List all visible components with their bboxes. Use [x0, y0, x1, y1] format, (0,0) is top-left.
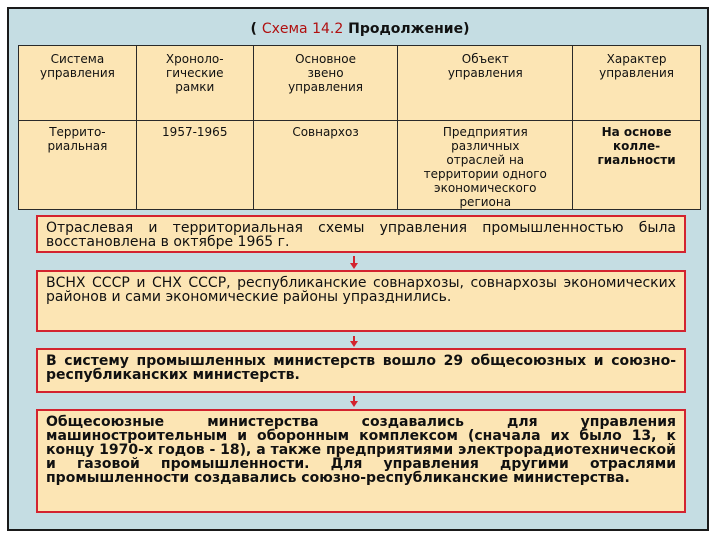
- cell-line: отраслей на: [446, 153, 525, 167]
- info-box-4: Общесоюзные министерства создавались для управления машиностроительным и оборонным комплексом (сначала их было 13, к концу 1970-х годов - 18), а также предприятиями электрорадиотехнической и газовой промышленности. Для управления другими отраслями промышленности создавались союзно-республиканские министерства.: [36, 409, 686, 513]
- table-cell: [253, 121, 398, 210]
- cell-line: региона: [459, 195, 512, 209]
- slide-title: [0, 21, 720, 37]
- title-open-paren: (: [250, 21, 257, 37]
- info-box-3: В систему промышленных министерств вошло 29 общесоюзных и союзно-республиканских министерств.: [36, 348, 686, 393]
- cell-line: Террито-: [49, 125, 106, 139]
- cell-line: Хроноло-: [165, 52, 224, 66]
- cell-line: риальная: [47, 139, 108, 153]
- table-header-row: [19, 46, 701, 121]
- arrow-down-icon: [351, 256, 357, 269]
- arrow-down-icon: [351, 336, 357, 347]
- cell-line: управления: [447, 66, 523, 80]
- cell-line: Предприятия: [442, 125, 528, 139]
- info-box-2: ВСНХ СССР и СНХ СССР, республиканские совнархозы, совнархозы экономических районов и сами экономические районы упразднились.: [36, 270, 686, 332]
- cell-line: гические: [165, 66, 224, 80]
- cell-line: гиальности: [597, 153, 676, 167]
- header-cell: [398, 46, 573, 121]
- cell-line: экономического: [434, 181, 537, 195]
- table-cell: [136, 121, 253, 210]
- header-cell: [136, 46, 253, 121]
- cell-line: рамки: [175, 80, 215, 94]
- table-row: [19, 121, 701, 210]
- table-cell: [573, 121, 701, 210]
- cell-line: Основное: [295, 52, 356, 66]
- table-cell: [19, 121, 137, 210]
- cell-line: звено: [307, 66, 344, 80]
- info-box-1: Отраслевая и территориальная схемы управления промышленностью была восстановлена в октябре 1965 г.: [36, 215, 686, 253]
- header-cell: [573, 46, 701, 121]
- scheme-label: Схема 14.2: [261, 21, 344, 37]
- cell-line: управления: [599, 66, 675, 80]
- title-continuation: Продолжение): [348, 21, 470, 37]
- cell-line: колле-: [613, 139, 661, 153]
- cell-line: Совнархоз: [292, 125, 359, 139]
- cell-line: Объект: [461, 52, 509, 66]
- cell-line: Характер: [606, 52, 667, 66]
- management-table: [18, 45, 701, 210]
- cell-line: 1957-1965: [162, 125, 228, 139]
- header-cell: [19, 46, 137, 121]
- cell-line: различных: [451, 139, 520, 153]
- cell-line: управления: [39, 66, 115, 80]
- cell-line: управления: [288, 80, 363, 94]
- cell-line: Система: [50, 52, 105, 66]
- arrow-down-icon: [351, 396, 357, 407]
- table-cell: [398, 121, 573, 210]
- header-cell: [253, 46, 398, 121]
- cell-line: На основе: [601, 125, 672, 139]
- cell-line: территории одного: [423, 167, 547, 181]
